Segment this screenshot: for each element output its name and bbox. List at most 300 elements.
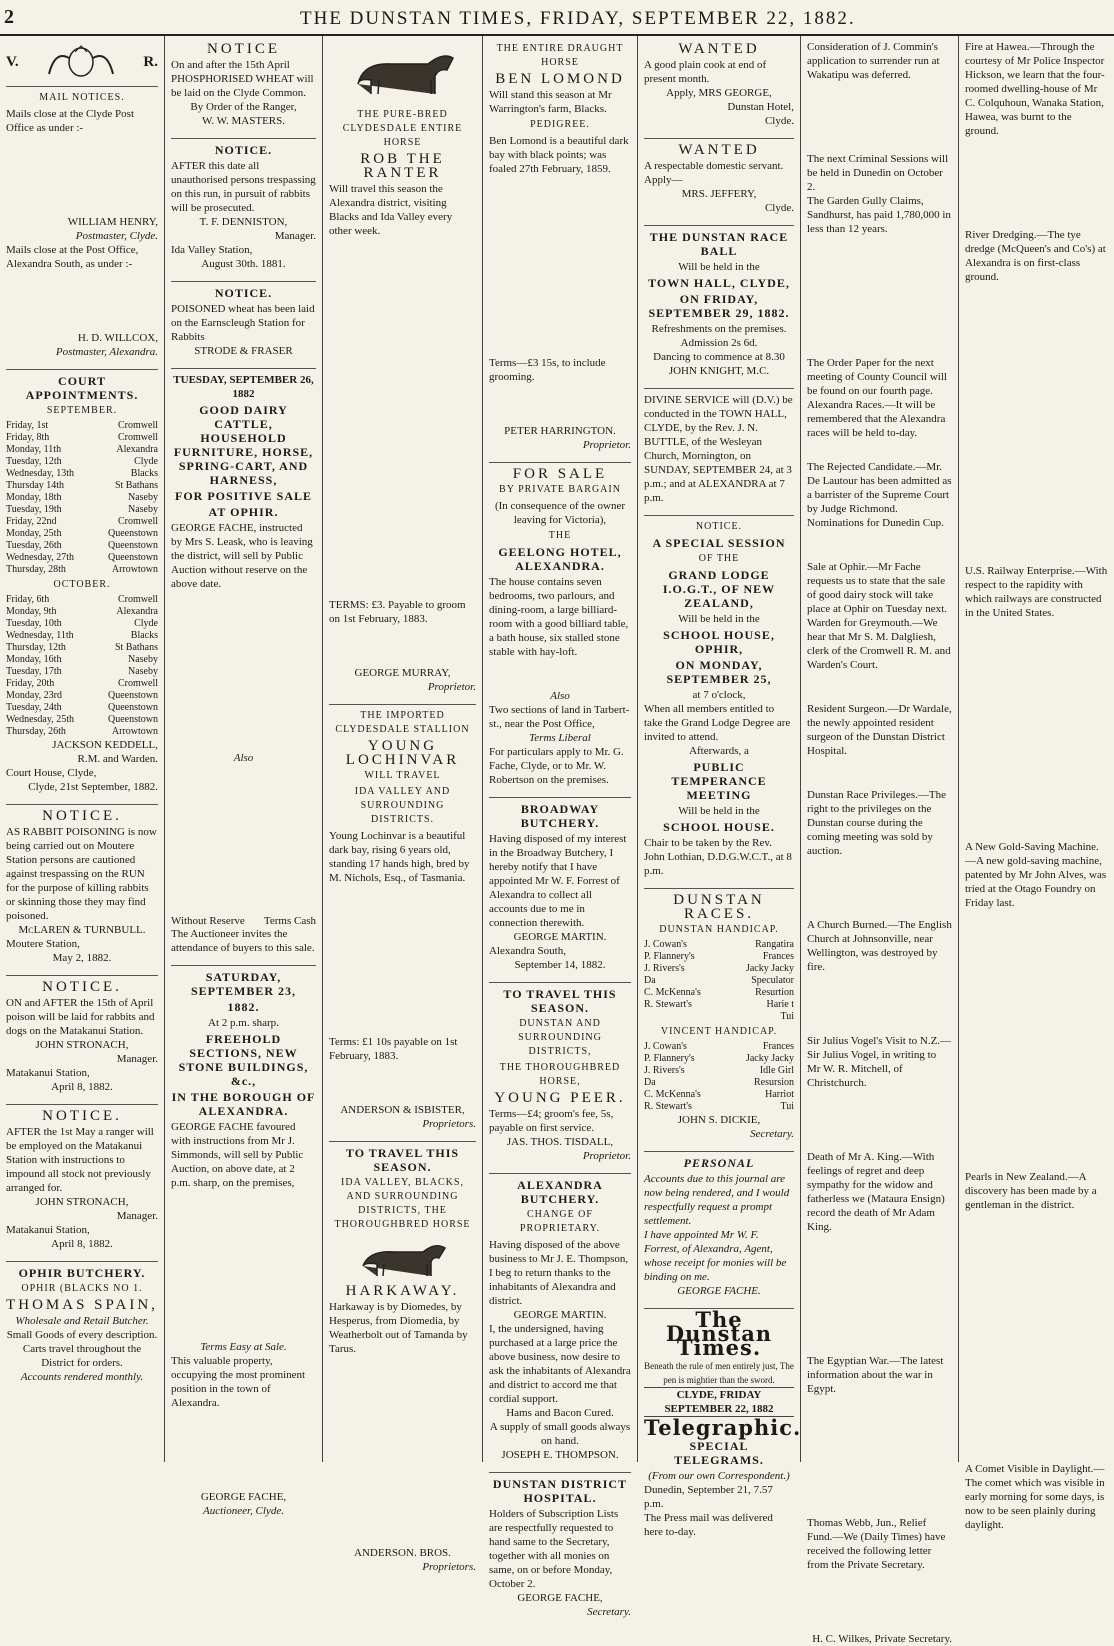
race-entry-left: Da bbox=[644, 1077, 656, 1088]
keddell-signature: JACKSON KEDDELL, bbox=[52, 739, 158, 751]
race-entry-left: P. Flannery's bbox=[644, 951, 695, 962]
court-row-left: Monday, 25th bbox=[6, 528, 62, 539]
court-row-right: St Bathans bbox=[114, 642, 158, 653]
court-row bbox=[6, 630, 158, 642]
matakanui2-date: April 8, 1882. bbox=[51, 1238, 113, 1250]
race-entry-right: Tui bbox=[780, 1011, 794, 1022]
court-row-left: Monday, 18th bbox=[6, 492, 62, 503]
court-row-right: Queenstown bbox=[108, 714, 158, 725]
court-row bbox=[6, 654, 158, 666]
races-heading: DUNSTAN RACES. bbox=[673, 892, 765, 922]
alexbutchery-heading: ALEXANDRA BUTCHERY. bbox=[517, 1178, 603, 1206]
court-row bbox=[6, 480, 158, 492]
harkaway-name: HARKAWAY. bbox=[345, 1283, 460, 1299]
forsale-sub: BY PRIVATE BARGAIN bbox=[499, 484, 621, 495]
tisdall-signature: JAS. THOS. TISDALL, bbox=[506, 1136, 614, 1148]
lomond-terms: Terms—£3 15s, to include grooming. bbox=[489, 357, 606, 383]
fache-title: Auctioneer, Clyde. bbox=[203, 1505, 284, 1517]
court-row bbox=[6, 594, 158, 606]
court-row-right: St Bathans bbox=[114, 480, 158, 491]
race-entry bbox=[644, 1041, 794, 1053]
rejected-item: The Rejected Candidate.—Mr. De Lautour has been admitted as a barrister of the Supreme Court by Judge Richmond. bbox=[807, 461, 952, 515]
masthead bbox=[0, 0, 1114, 36]
lochinvar-name: YOUNG LOCHINVAR bbox=[345, 738, 460, 768]
forsale-paren: (In consequence of the owner leaving for Victoria), bbox=[494, 500, 626, 526]
martin2-signature: GEORGE MARTIN. bbox=[513, 1309, 607, 1321]
anderson-bros-signature: ANDERSON. BROS. bbox=[354, 1547, 451, 1559]
racehorse-icon bbox=[353, 1236, 453, 1280]
temperance-heading: PUBLIC TEMPERANCE MEETING bbox=[671, 760, 767, 802]
will-be-held-2: Will be held in the bbox=[678, 805, 760, 817]
privileges-item: Dunstan Race Privileges.—The right to the privileges on the Dunstan course during the coming meeting was sold by auction. bbox=[807, 789, 946, 857]
hams-line: Hams and Bacon Cured. bbox=[506, 1407, 614, 1419]
mail-heading: MAIL NOTICES. bbox=[39, 92, 125, 103]
spain-carts: Carts travel throughout the District for orders. bbox=[22, 1343, 142, 1369]
schoolhouse-2: SCHOOL HOUSE. bbox=[663, 820, 775, 834]
october-label: OCTOBER. bbox=[53, 579, 111, 590]
alex-races-item: Alexandra Races.—It will be remembered that the Alexandra races will be held to-day. bbox=[807, 399, 946, 439]
race-entry bbox=[644, 1011, 794, 1023]
court-row-right: Clyde bbox=[134, 618, 158, 629]
personal-body: Accounts due to this journal are now being rendered, and I would respectfully request a prompt settlement. bbox=[644, 1173, 790, 1227]
special-sub: (From our own Correspondent.) bbox=[648, 1470, 790, 1482]
court-row-right: Naseby bbox=[128, 492, 158, 503]
masters-signature: W. W. MASTERS. bbox=[201, 115, 286, 127]
court-row-left: Wednesday, 11th bbox=[6, 630, 74, 641]
butchery-sub: OPHIR (BLACKS NO 1. bbox=[21, 1283, 143, 1294]
sale-heading: GOOD DAIRY CATTLE, HOUSEHOLD FURNITURE, HORSE, SPRING-CART, AND HARNESS, bbox=[173, 403, 314, 487]
matakanui-date: April 8, 1882. bbox=[51, 1081, 113, 1093]
terms-easy: Terms Easy at Sale. bbox=[200, 1341, 287, 1353]
court-row-left: Wednesday, 25th bbox=[6, 714, 74, 725]
lomond-name: BEN LOMOND bbox=[495, 71, 625, 87]
court-row-left: Tuesday, 12th bbox=[6, 456, 62, 467]
race-entry-left: R. Stewart's bbox=[644, 1101, 692, 1112]
lochinvar-terms: Terms: £1 10s payable on 1st February, 1883. bbox=[329, 1036, 458, 1062]
fache-hospital-signature: GEORGE FACHE, bbox=[517, 1592, 603, 1604]
court-row bbox=[6, 702, 158, 714]
session-heading: A SPECIAL SESSION bbox=[652, 536, 786, 550]
court-row-right: Arrowtown bbox=[111, 726, 158, 737]
race-entry-right: Resursion bbox=[754, 1077, 794, 1088]
race-entry-left: C. McKenna's bbox=[644, 987, 701, 998]
lochinvar-body: Young Lochinvar is a beautiful dark bay, rising 6 years old, standing 17 hands high, bred by M. Nichols, Esq., of Tasmania. bbox=[329, 830, 470, 884]
vr-right: R. bbox=[143, 54, 158, 70]
pedigree-heading: PEDIGREE. bbox=[530, 119, 590, 130]
court-row-left: Wednesday, 13th bbox=[6, 468, 74, 479]
fache-sale-body: GEORGE FACHE, instructed by Mrs S. Leask, who is leaving the district, will sell by Public Auction without reserve on the above date. bbox=[171, 522, 313, 590]
september-court-list bbox=[6, 420, 158, 576]
court-row bbox=[6, 618, 158, 630]
fache-hospital-title: Secretary. bbox=[587, 1606, 631, 1618]
pedigree-body: Ben Lomond is a beautiful dark bay with black points; was foaled 27th February, 1859. bbox=[489, 135, 629, 175]
thompson-body: I, the undersigned, having purchased at a large price the above business, now desire to ask the inhabitants of Alexandra and district to accord me that cordial support. bbox=[489, 1323, 631, 1405]
sewing-item: A New Gold-Saving Machine.—A new gold-saving machine, patented by Mr John Alves, was tried at the Otago Foundry on Friday last. bbox=[965, 841, 1107, 909]
anderson-signature: ANDERSON & ISBISTER, bbox=[340, 1104, 465, 1116]
earnscleugh-notice-heading: NOTICE. bbox=[214, 286, 273, 300]
dennistoun-notice-body: AFTER this date all unauthorised persons trespassing on this run, in pursuit of rabbits will be prosecuted. bbox=[171, 160, 316, 214]
earnscleugh-notice-body: POISONED wheat has been laid on the Earnscleugh Station for Rabbits bbox=[171, 303, 315, 343]
wanted-cook-body: A good plain cook at end of present month. bbox=[644, 59, 767, 85]
court-row-left: Monday, 9th bbox=[6, 606, 57, 617]
court-row-left: Monday, 11th bbox=[6, 444, 62, 455]
hawea-item: Fire at Hawea.—Through the courtesy of Mr Police Inspector Hickson, we learn that the four-roomed dwelling-house of Mr C. Colquhoun, Wanaka Station, Hawea, was burnt to the ground. bbox=[965, 41, 1105, 137]
court-row-right: Blacks bbox=[130, 468, 158, 479]
race-entry-right: Jacky Jacky bbox=[745, 963, 794, 974]
race-entry-left: J. Rivers's bbox=[644, 1065, 685, 1076]
court-row-left: Friday, 22nd bbox=[6, 516, 57, 527]
ranger-notice-heading: NOTICE. bbox=[42, 1108, 122, 1124]
of-the: OF THE bbox=[698, 553, 740, 564]
travel-heading: TO TRAVEL THIS SEASON. bbox=[345, 1146, 460, 1174]
without-reserve: Without Reserve bbox=[171, 915, 245, 927]
court-row bbox=[6, 606, 158, 618]
column-7 bbox=[959, 36, 1114, 1531]
refreshments: Refreshments on the premises. bbox=[651, 323, 787, 335]
session-notice: NOTICE. bbox=[695, 521, 743, 532]
paper-name: The Dunstan Times. bbox=[665, 1307, 773, 1360]
warden-item: Warden for Greymouth.—We hear that Mr S. M. Dalgliesh, clerk of the Cromwell R. M. and Warden's Court. bbox=[807, 617, 951, 671]
property-body: This valuable property, occupying the most prominent position in the town of Alexandra. bbox=[171, 1355, 306, 1409]
fache-signature: GEORGE FACHE, bbox=[200, 1491, 287, 1503]
george-place: Clyde. bbox=[764, 115, 794, 127]
forsale-the: THE bbox=[548, 530, 572, 541]
wanted-servant-body: A respectable domestic servant. bbox=[644, 160, 784, 172]
harrington-title: Proprietor. bbox=[582, 439, 631, 451]
terms-cash: Terms Cash bbox=[263, 915, 316, 927]
surgeon-item: Resident Surgeon.—Dr Wardale, the newly appointed resident surgeon of the Dunstan District Hospital. bbox=[807, 703, 952, 757]
court-row bbox=[6, 516, 158, 528]
strode-signature: STRODE & FRASER bbox=[194, 345, 293, 357]
race-entry bbox=[644, 999, 794, 1011]
wanted-cook-heading: WANTED bbox=[678, 41, 760, 57]
hospital-heading: DUNSTAN DISTRICT HOSPITAL. bbox=[492, 1477, 628, 1505]
ranter-body: Will travel this season the Alexandra district, visiting Blacks and Ida Valley every other week. bbox=[329, 183, 453, 237]
race-entry-right: Frances bbox=[762, 1041, 794, 1052]
court-row-left: Tuesday, 17th bbox=[6, 666, 62, 677]
imported-heading: THE IMPORTED CLYDESDALE STALLION bbox=[335, 710, 470, 735]
paper-date: CLYDE, FRIDAY SEPTEMBER 22, 1882 bbox=[644, 1387, 794, 1417]
george-apply: Apply, MRS GEORGE, bbox=[666, 87, 772, 99]
dennistoun-notice-heading: NOTICE. bbox=[214, 143, 273, 157]
column-4 bbox=[483, 36, 638, 1618]
rabbit-notice-body: AS RABBIT POISONING is now being carried out on Moutere Station persons are cautioned against trespassing on the RUN for the purpose of killing rabbits or skinning those they may find poisoned. bbox=[6, 826, 157, 922]
martin-signature: GEORGE MARTIN. bbox=[513, 931, 607, 943]
jeffery-place: Clyde. bbox=[764, 202, 794, 214]
court-house: Court House, Clyde, bbox=[6, 767, 97, 779]
court-row-left: Tuesday, 10th bbox=[6, 618, 62, 629]
court-row-right: Naseby bbox=[128, 654, 158, 665]
wanted-servant-heading: WANTED bbox=[678, 142, 760, 158]
column-3 bbox=[323, 36, 483, 1573]
webb-item: Thomas Webb, Jun., Relief Fund.—We (Daily Times) have received the following letter from the Private Secretary. bbox=[807, 1517, 946, 1571]
personal-body-2: I have appointed Mr W. F. Forrest, of Alexandra, Agent, whose receipt for monies will be binding on me. bbox=[644, 1229, 787, 1283]
poison-notice-body: ON and AFTER the 15th of April poison will be laid for rabbits and dogs on the Matakanui Station. bbox=[6, 997, 155, 1037]
matakanui-place: Matakanui Station, bbox=[6, 1067, 90, 1079]
fache-personal-signature: GEORGE FACHE. bbox=[677, 1285, 761, 1297]
broadway-body: Having disposed of my interest in the Broadway Butchery, I hereby notify that I have appointed Mr W. F. Forrest of Alexandra to collect all accounts due to me in connection therewith. bbox=[489, 833, 627, 929]
members-body: When all members entitled to take the Grand Lodge Degree are invited to attend. bbox=[644, 703, 791, 743]
spain-name: THOMAS SPAIN, bbox=[6, 1297, 158, 1313]
particulars-body: For particulars apply to Mr. G. Fache, Clyde, or to Mr. W. Robertson on the premises. bbox=[489, 746, 624, 786]
butchery-heading: OPHIR BUTCHERY. bbox=[18, 1266, 146, 1280]
stronach2-signature: JOHN STRONACH, bbox=[35, 1196, 129, 1208]
vincent-heading: VINCENT HANDICAP. bbox=[660, 1026, 778, 1037]
poison-notice-heading: NOTICE. bbox=[42, 979, 122, 995]
court-row-left: Tuesday, 19th bbox=[6, 504, 62, 515]
fache-freehold-body: GEORGE FACHE favoured with instructions from Mr J. Simmonds, will sell by Public Auction, on above date, at 2 p.m. sharp, on the premises, bbox=[171, 1121, 304, 1189]
court-row-right: Queenstown bbox=[108, 690, 158, 701]
race-entry-right: Harie t bbox=[766, 999, 794, 1010]
tarbert-body: Two sections of land in Tarbert-st., near the Post Office, bbox=[489, 704, 630, 730]
knight-signature: JOHN KNIGHT, M.C. bbox=[668, 365, 770, 377]
purebred-heading: THE PURE-BRED CLYDESDALE ENTIRE HORSE bbox=[342, 109, 463, 148]
peer-terms: Terms—£4; groom's fee, 5s, payable on first service. bbox=[489, 1108, 614, 1134]
comet-item: A Comet Visible in Daylight.—The comet which was visible in early morning for some days, is now to be seen plainly during daylight. bbox=[965, 1463, 1105, 1531]
order-paper-item: The Order Paper for the next meeting of County Council will be found on our fourth page. bbox=[807, 357, 947, 397]
keddell-title: R.M. and Warden. bbox=[77, 753, 158, 765]
special-telegrams: SPECIAL TELEGRAMS. bbox=[674, 1439, 764, 1467]
court-date: Clyde, 21st September, 1882. bbox=[28, 781, 158, 793]
schoolhouse-ophir: SCHOOL HOUSE, OPHIR, bbox=[663, 628, 775, 656]
court-row-right: Clyde bbox=[134, 456, 158, 467]
october-court-list bbox=[6, 594, 158, 738]
race-entry bbox=[644, 987, 794, 999]
rabbit-notice-heading: NOTICE. bbox=[42, 808, 122, 824]
ida-place: Ida Valley Station, bbox=[171, 244, 253, 256]
race-entry-right: Idle Girl bbox=[759, 1065, 794, 1076]
column-5 bbox=[638, 36, 802, 1538]
commin-item: Consideration of J. Commin's application to surrender run at Wakatipu was deferred. bbox=[807, 41, 940, 81]
forsale-also: Also bbox=[550, 690, 570, 702]
court-row-left: Wednesday, 27th bbox=[6, 552, 74, 563]
court-row-right: Queenstown bbox=[108, 552, 158, 563]
column-2 bbox=[165, 36, 323, 1517]
court-row bbox=[6, 444, 158, 456]
race-entry-left: J. Cowan's bbox=[644, 939, 687, 950]
race-entry-right: Resurtion bbox=[755, 987, 794, 998]
stronach-signature: JOHN STRONACH, bbox=[35, 1039, 129, 1051]
september-label: SEPTEMBER. bbox=[46, 405, 118, 416]
mclaren-signature: McLAREN & TURNBULL. bbox=[18, 924, 146, 936]
dancing: Dancing to commence at 8.30 bbox=[653, 351, 785, 363]
henry-title: Postmaster, Clyde. bbox=[75, 230, 158, 242]
lomond-body: Will stand this season at Mr Warrington's farm, Blacks. bbox=[489, 89, 612, 115]
court-row bbox=[6, 564, 158, 576]
hospital-body: Holders of Subscription Lists are respectfully requested to hand same to the Secretary, together with all monies on same, on or before Monday, October 2. bbox=[489, 1508, 619, 1590]
court-row bbox=[6, 540, 158, 552]
court-row-left: Tuesday, 26th bbox=[6, 540, 62, 551]
court-row-left: Tuesday, 24th bbox=[6, 702, 62, 713]
ophir-sale-item: Sale at Ophir.—Mr Fache requests us to state that the sale of good dairy stock will take place at Ophir on Tuesday next. bbox=[807, 561, 947, 615]
court-row bbox=[6, 642, 158, 654]
court-row-right: Queenstown bbox=[108, 540, 158, 551]
paper-title-date: THE DUNSTAN TIMES, FRIDAY, SEPTEMBER 22, 1882. bbox=[300, 8, 856, 29]
dredging-item: River Dredging.—The tye dredge (McQueen's and Co's) at Alexandra is on first-class ground. bbox=[965, 229, 1106, 283]
race-entry-right: Rangatira bbox=[755, 939, 794, 950]
harkaway-body: Harkaway is by Diomedes, by Hesperus, from Diomedia, by Weatherbolt out of Tamanda by Tarus. bbox=[329, 1301, 468, 1355]
court-row-left: Monday, 23rd bbox=[6, 690, 63, 701]
phos-by-order: By Order of the Ranger, bbox=[190, 101, 297, 113]
page-number: 2 bbox=[4, 6, 14, 28]
geelong-body: The house contains seven bedrooms, two parlours, and dining-room, a large billiard-room with a good billiard table, a bath house, six stalled stone stable with hay-loft. bbox=[489, 576, 629, 658]
dennistoun-signature: T. F. DENNISTON, bbox=[199, 216, 288, 228]
paper-motto: Beneath the rule of men entirely just, The pen is mightier than the sword. bbox=[644, 1361, 794, 1385]
admission: Admission 2s 6d. bbox=[680, 337, 758, 349]
court-row bbox=[6, 492, 158, 504]
borough-heading: IN THE BOROUGH OF ALEXANDRA. bbox=[171, 1090, 316, 1118]
race-entry bbox=[644, 1053, 794, 1065]
race-entry-left: P. Flannery's bbox=[644, 1053, 695, 1064]
court-row-right: Cromwell bbox=[118, 594, 158, 605]
stronach-title: Manager. bbox=[116, 1053, 158, 1065]
dickie-title: Secretary. bbox=[750, 1128, 794, 1140]
moutere-place: Moutere Station, bbox=[6, 938, 80, 950]
mail-lead: Mails close at the Clyde Post Office as under :- bbox=[6, 108, 135, 134]
vogel-item: Sir Julius Vogel's Visit to N.Z.—Sir Julius Vogel, in writing to Mr W. R. Mitchell, of Christchurch. bbox=[807, 1035, 952, 1089]
raceball-date: ON FRIDAY, SEPTEMBER 29, 1882. bbox=[648, 292, 790, 320]
dickie-signature: JOHN S. DICKIE, bbox=[677, 1114, 761, 1126]
court-row bbox=[6, 690, 158, 702]
king-item: Death of Mr A. King.—With feelings of regret and deep sympathy for the widow and fatherless we (Mataura Ensign) record the death of Mr Adam King. bbox=[807, 1151, 945, 1233]
court-row-right: Cromwell bbox=[118, 678, 158, 689]
saturday-year: 1882. bbox=[227, 1000, 260, 1014]
henry-signature: WILLIAM HENRY, bbox=[67, 216, 158, 228]
race-entry bbox=[644, 963, 794, 975]
peer-districts: DUNSTAN AND SURROUNDING DISTRICTS, bbox=[518, 1018, 602, 1057]
race-entry-left: J. Rivers's bbox=[644, 963, 685, 974]
court-row bbox=[6, 666, 158, 678]
ranter-name: ROB THE RANTER bbox=[360, 151, 445, 181]
church-item: A Church Burned.—The English Church at Johnsonville, near Wellington, was destroyed by fire. bbox=[807, 919, 952, 973]
george-hotel: Dunstan Hotel, bbox=[727, 101, 794, 113]
court-row-left: Friday, 20th bbox=[6, 678, 55, 689]
peer-travel-heading: TO TRAVEL THIS SEASON. bbox=[503, 987, 617, 1015]
chair-body: Chair to be taken by the Rev. John Lothian, D.D.G.W.C.T., at 8 p.m. bbox=[644, 837, 792, 877]
also-label: Also bbox=[233, 752, 254, 764]
pearls-item: Pearls in New Zealand.—A discovery has been made by a gentleman in the district. bbox=[965, 1171, 1097, 1211]
terms-liberal: Terms Liberal bbox=[529, 732, 591, 744]
spain-accounts: Accounts rendered monthly. bbox=[20, 1371, 144, 1383]
race-entry bbox=[644, 939, 794, 951]
dennistoun-title: Manager. bbox=[274, 230, 316, 242]
moutere-date: May 2, 1882. bbox=[52, 952, 112, 964]
afterwards: Afterwards, a bbox=[689, 745, 749, 757]
saturday-date: SATURDAY, SEPTEMBER 23, bbox=[190, 970, 296, 998]
race-entry-right: Harriot bbox=[765, 1089, 794, 1100]
handicap-entries bbox=[644, 939, 794, 1023]
raceball-heading: THE DUNSTAN RACE BALL bbox=[649, 230, 789, 258]
martin-place: Alexandra South, bbox=[489, 945, 566, 957]
telegraphic-heading: Telegraphic. bbox=[644, 1415, 802, 1440]
raceball-hall: TOWN HALL, CLYDE, bbox=[648, 276, 790, 290]
vr-left: V. bbox=[6, 54, 19, 70]
race-entry bbox=[644, 975, 794, 987]
race-entry-right: Speculator bbox=[751, 975, 794, 986]
ranter-terms: TERMS: £3. Payable to groom on 1st February, 1883. bbox=[329, 599, 466, 625]
dunedin-dateline: Dunedin, September 21, 7.57 p.m. bbox=[644, 1484, 773, 1510]
peer-name: YOUNG PEER. bbox=[494, 1090, 626, 1106]
race-entry-right: Tui bbox=[780, 1101, 794, 1112]
court-row-left: Monday, 16th bbox=[6, 654, 62, 665]
race-entry-right: Jacky Jacky bbox=[745, 1053, 794, 1064]
court-heading: COURT APPOINTMENTS. bbox=[25, 374, 139, 402]
race-entry bbox=[644, 951, 794, 963]
peer-thoroughbred: THE THOROUGHBRED HORSE, bbox=[499, 1062, 621, 1087]
court-row-right: Alexandra bbox=[116, 444, 158, 455]
race-entry-right: Frances bbox=[762, 951, 794, 962]
race-entry-left: R. Stewart's bbox=[644, 999, 692, 1010]
court-row-right: Queenstown bbox=[108, 528, 158, 539]
court-row bbox=[6, 528, 158, 540]
goods-line: A supply of small goods always on hand. bbox=[489, 1421, 631, 1447]
ranger-notice-body: AFTER the 1st May a ranger will be employed on the Matakanui Station with instructions to impound all stock not previously arranged for. bbox=[6, 1126, 154, 1194]
murray-signature: GEORGE MURRAY, bbox=[354, 667, 451, 679]
martin-date: September 14, 1882. bbox=[514, 959, 606, 971]
court-row bbox=[6, 726, 158, 738]
court-row-right: Cromwell bbox=[118, 516, 158, 527]
column-1 bbox=[0, 36, 165, 1462]
sale-positive: FOR POSITIVE SALE bbox=[174, 489, 313, 503]
court-row-right: Arrowtown bbox=[111, 564, 158, 575]
change-heading: CHANGE OF PROPRIETARY. bbox=[519, 1209, 601, 1234]
jeffery-signature: MRS. JEFFERY, bbox=[681, 188, 757, 200]
auctioneer-invites: The Auctioneer invites the attendance of buyers to this sale. bbox=[171, 928, 315, 954]
freehold-heading: FREEHOLD SECTIONS, NEW STONE BUILDINGS, &c., bbox=[178, 1032, 309, 1088]
press-mail: The Press mail was delivered here to-day. bbox=[644, 1512, 773, 1538]
race-entry bbox=[644, 1089, 794, 1101]
court-row-right: Naseby bbox=[128, 504, 158, 515]
court-row-right: Cromwell bbox=[118, 432, 158, 443]
race-entry-left: C. McKenna's bbox=[644, 1089, 701, 1100]
anderson-bros-title: Proprietors. bbox=[422, 1561, 476, 1573]
draught-horse-icon bbox=[343, 44, 463, 104]
spain-goods: Small Goods of every description. bbox=[6, 1329, 158, 1341]
stronach2-title: Manager. bbox=[116, 1210, 158, 1222]
broadway-heading: BROADWAY BUTCHERY. bbox=[520, 802, 600, 830]
willcox-signature: H. D. WILLCOX, bbox=[77, 332, 158, 344]
apply-label: Apply— bbox=[644, 174, 683, 186]
court-row bbox=[6, 468, 158, 480]
divine-service-body: DIVINE SERVICE will (D.V.) be conducted in the TOWN HALL, CLYDE, by the Rev. J. N. BUTTLE, of the Wesleyan Church, Mornington, on SUNDAY, SEPTEMBER 24, at 3 p.m.; and at ALEXANDRA at 7 p.m. bbox=[644, 394, 793, 504]
sale-at-ophir: AT OPHIR. bbox=[208, 505, 279, 519]
ida-date: August 30th. 1881. bbox=[201, 258, 286, 270]
raceball-held: Will be held in the bbox=[678, 261, 760, 273]
lochinvar-districts: IDA VALLEY AND SURROUNDING DISTRICTS. bbox=[354, 786, 451, 825]
harrington-signature: PETER HARRINGTON. bbox=[504, 425, 616, 437]
personal-heading: PERSONAL bbox=[683, 1156, 755, 1170]
egyptian-item: The Egyptian War.—The latest information about the war in Egypt. bbox=[807, 1355, 944, 1395]
lochinvar-travel: WILL TRAVEL bbox=[364, 770, 441, 781]
court-row-left: Friday, 6th bbox=[6, 594, 50, 605]
race-entry-left: Da bbox=[644, 975, 656, 986]
tisdall-title: Proprietor. bbox=[582, 1150, 631, 1162]
anderson-title: Proprietors. bbox=[422, 1118, 476, 1130]
race-entry bbox=[644, 1101, 794, 1113]
gardengully-item: The Garden Gully Claims, Sandhurst, has paid 1,780,000 in less than 12 years. bbox=[807, 195, 951, 235]
phos-notice-heading: NOTICE bbox=[207, 41, 280, 57]
court-row bbox=[6, 504, 158, 516]
court-row bbox=[6, 552, 158, 564]
column-6 bbox=[801, 36, 959, 1645]
race-entry bbox=[644, 1065, 794, 1077]
forsale-heading: FOR SALE bbox=[512, 466, 608, 482]
royal-coat-of-arms-icon bbox=[41, 44, 121, 80]
vincent-entries bbox=[644, 1041, 794, 1113]
court-row-left: Thursday, 26th bbox=[6, 726, 66, 737]
geelong-heading: GEELONG HOTEL, ALEXANDRA. bbox=[498, 545, 622, 573]
entire-heading: THE ENTIRE DRAUGHT HORSE bbox=[496, 43, 624, 68]
